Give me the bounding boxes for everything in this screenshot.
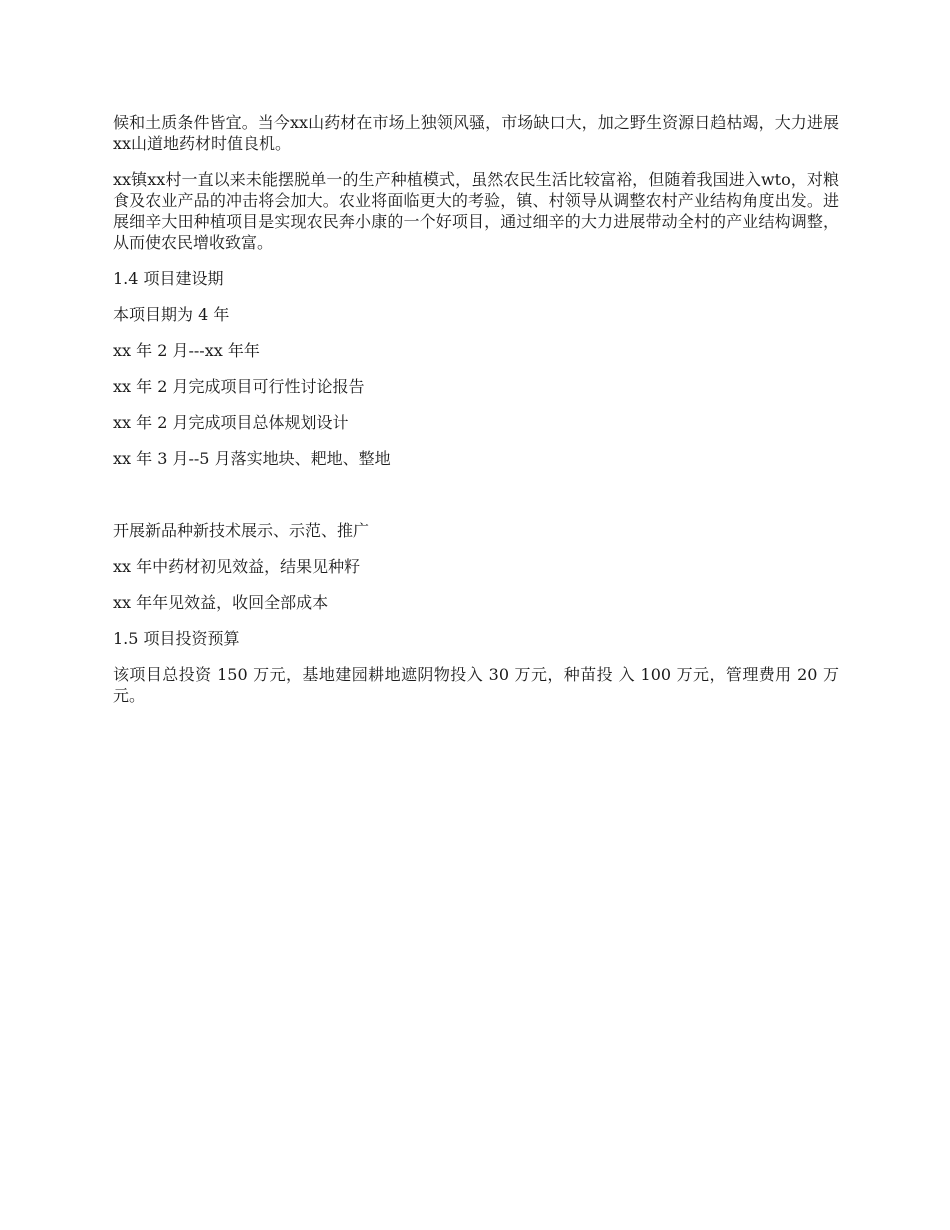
schedule-line: xx 年 2 月完成项目可行性讨论报告 xyxy=(113,377,365,396)
schedule-line: 本项目期为 4 年 xyxy=(113,305,230,324)
paragraph-village-industry: xx镇xx村一直以来未能摆脱单一的生产种植模式，虽然农民生活比较富裕，但随着我国进入wto，对粮食及农业产品的冲击将会加大。农业将面临更大的考验，镇、村领导从调整农村产业结构角度出发。进展细辛大田种植项目是实现农民奔小康的一个好项目，通过细辛的大力进展带动全村的产业结构调整，从而使农民增收致富。 xyxy=(113,170,839,252)
section-heading-1-4: 1.4 项目建设期 xyxy=(113,269,224,288)
schedule-line: 开展新品种新技术展示、示范、推广 xyxy=(113,521,370,540)
schedule-line: xx 年 3 月--5 月落实地块、耙地、整地 xyxy=(113,449,391,468)
blank-gap xyxy=(113,484,839,520)
schedule-line: xx 年中药材初见效益，结果见种籽 xyxy=(113,557,361,576)
document-page xyxy=(113,112,839,721)
schedule-line: xx 年 2 月完成项目总体规划设计 xyxy=(113,413,349,432)
schedule-line: xx 年 2 月---xx 年年 xyxy=(113,341,260,360)
paragraph-investment-budget: 该项目总投资 150 万元，基地建园耕地遮阴物投入 30 万元，种苗投 入 100 万元，管理费用 20 万元。 xyxy=(113,665,839,705)
schedule-line: xx 年年见效益，收回全部成本 xyxy=(113,593,329,612)
section-heading-1-5: 1.5 项目投资预算 xyxy=(113,629,240,648)
paragraph-climate-soil: 候和土质条件皆宜。当今xx山药材在市场上独领风骚，市场缺口大，加之野生资源日趋枯竭，大力进展xx山道地药材时值良机。 xyxy=(113,113,839,153)
